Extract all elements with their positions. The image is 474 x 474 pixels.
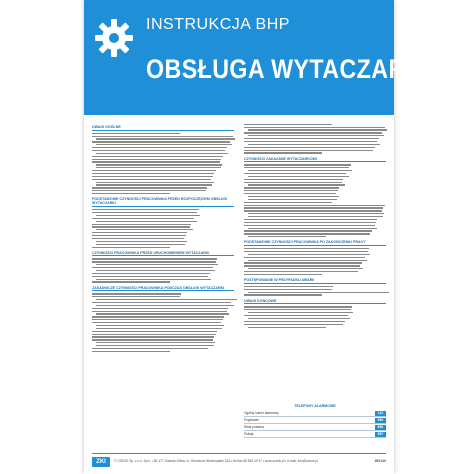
section-body (92, 209, 234, 248)
text-line (96, 244, 185, 245)
text-line (244, 138, 379, 139)
text-line (244, 179, 343, 180)
text-line (92, 273, 210, 274)
text-line (244, 210, 382, 211)
text-line (92, 302, 231, 303)
phone-row (244, 424, 386, 431)
text-line (248, 228, 377, 229)
text-line (248, 260, 367, 261)
text-line (96, 215, 200, 216)
section-heading: CZYNNOŚCI ZAKAZANE WYTACZARKOWI (244, 157, 386, 163)
section-heading: PODSTAWOWE CZYNNOŚCI PRACOWNIKA PO ZAKOŃCZENIU PRACY (244, 240, 386, 246)
section-heading: UWAGI KOŃCOWE (244, 299, 386, 305)
poster-kicker: INSTRUKCJA BHP (146, 16, 290, 33)
text-line (248, 312, 353, 313)
text-line (92, 339, 213, 340)
text-line (244, 182, 342, 183)
text-line (96, 167, 221, 168)
poster-header (84, 0, 430, 115)
text-line (248, 196, 339, 197)
text-line (92, 261, 216, 262)
text-line (96, 342, 215, 343)
text-line (244, 306, 352, 307)
section-body (92, 293, 234, 352)
text-line (92, 156, 223, 157)
section-heading: PODSTAWOWE CZYNNOŚCI PRACOWNIKA PRZED ROZPOCZĘCIEM OBSŁUGI WYTACZARKI (92, 197, 234, 207)
text-line (96, 229, 193, 230)
text-line (92, 173, 214, 174)
instruction-poster (84, 0, 430, 474)
text-line (92, 296, 180, 297)
text-line (248, 292, 389, 293)
publisher-info: © OZEOK Sp. z o.o. Sp.k. • 80-177 Gdańsk-Oliwa, ul. Obrońców Westerplatte 32A • tel./fax 58 554 49 37 • www.ozeok.pl • e-mail: info@ozeok.pl (114, 459, 318, 463)
phone-number: 999 (375, 418, 386, 423)
text-line (244, 289, 332, 290)
text-line (244, 225, 375, 226)
text-line (244, 205, 385, 206)
text-line (96, 221, 197, 222)
text-line (92, 226, 190, 227)
text-line (92, 308, 228, 309)
text-line (248, 170, 352, 171)
text-line (248, 129, 387, 130)
text-line (92, 147, 227, 148)
text-line (248, 216, 383, 217)
text-line (96, 144, 232, 145)
text-line (96, 305, 234, 306)
text-line (96, 299, 237, 300)
text-line (92, 311, 227, 312)
text-line (244, 230, 372, 231)
phone-label: Straż pożarna (244, 425, 264, 429)
text-line (92, 351, 170, 352)
phone-label: Ogólny numer alarmowy (244, 411, 279, 415)
text-line (248, 327, 326, 328)
text-line (96, 279, 211, 280)
phone-row (244, 431, 386, 438)
section-heading: POSTĘPOWANIE W PRZYPADKU AWARII (244, 278, 386, 284)
text-line (244, 141, 377, 142)
section-body (244, 124, 386, 154)
phone-row (244, 410, 386, 417)
text-line (244, 127, 385, 128)
text-line (244, 150, 373, 151)
text-line (92, 190, 206, 191)
text-line (248, 144, 380, 145)
text-line (244, 286, 333, 287)
phone-number: 998 (375, 425, 386, 430)
text-line (96, 184, 212, 185)
section-body (244, 248, 386, 275)
text-line (244, 202, 332, 203)
text-line (92, 212, 197, 213)
text-line (244, 219, 377, 220)
text-line (248, 199, 337, 200)
text-line (244, 132, 382, 133)
text-line (96, 182, 214, 183)
text-line (244, 251, 368, 252)
text-line (96, 264, 218, 265)
text-line (92, 336, 214, 337)
text-line (96, 328, 222, 329)
text-line (92, 316, 224, 317)
left-column (92, 122, 234, 447)
text-line (96, 325, 224, 326)
text-line (244, 271, 358, 272)
text-line (92, 238, 184, 239)
text-line (92, 267, 213, 268)
section-heading: ZASADNICZE CZYNNOŚCI PRACOWNIKA PODCZAS OBSŁUGI WYTACZARKI (92, 286, 234, 292)
section-body (92, 258, 234, 282)
text-line (96, 270, 215, 271)
text-line (248, 236, 326, 237)
text-line (92, 232, 187, 233)
text-line (96, 164, 222, 165)
text-line (96, 345, 214, 346)
text-line (92, 133, 180, 134)
text-line (92, 224, 191, 225)
text-line (92, 170, 216, 171)
text-line (96, 313, 229, 314)
section-heading: UWAGI OGÓLNE (92, 125, 234, 131)
text-line (96, 153, 228, 154)
text-line (244, 233, 370, 234)
text-line (92, 209, 199, 210)
text-line (96, 138, 235, 139)
text-line (244, 324, 343, 325)
product-code: INS140 (374, 459, 386, 463)
text-line (92, 258, 217, 259)
text-line (244, 152, 322, 153)
gear-icon (94, 18, 134, 58)
text-line (92, 193, 170, 194)
text-line (92, 281, 170, 282)
text-line (248, 135, 384, 136)
text-line (92, 187, 207, 188)
text-line (92, 334, 216, 335)
text-line (244, 164, 351, 165)
text-line (244, 167, 349, 168)
text-line (248, 213, 384, 214)
text-line (248, 254, 370, 255)
text-line (92, 218, 194, 219)
section-heading: CZYNNOŚCI PRACOWNIKA PRZED URUCHOMIENIEM WYTACZARKI (92, 251, 234, 257)
text-line (92, 136, 233, 137)
text-line (244, 262, 362, 263)
poster-footer (84, 449, 394, 474)
text-line (244, 193, 336, 194)
text-line (92, 319, 223, 320)
text-line (92, 276, 208, 277)
text-line (92, 141, 230, 142)
text-line (92, 161, 220, 162)
phone-row (244, 417, 386, 424)
section-body (244, 306, 386, 327)
text-line (248, 176, 349, 177)
phone-label: Policja (244, 432, 254, 436)
text-line (244, 147, 375, 148)
text-line (244, 222, 376, 223)
phone-label: Pogotowie (244, 418, 259, 422)
footer-divider (92, 453, 386, 454)
text-line (244, 274, 322, 275)
text-line (244, 257, 365, 258)
text-line (244, 309, 351, 310)
text-line (92, 235, 186, 236)
text-line (92, 322, 221, 323)
text-line (92, 293, 181, 294)
text-line (92, 348, 208, 349)
emergency-phones (244, 404, 386, 444)
text-line (92, 150, 225, 151)
phones-title: TELEFONY ALARMOWE (294, 404, 336, 408)
phone-number: 112 (375, 411, 386, 416)
text-line (96, 241, 187, 242)
text-line (92, 247, 170, 248)
right-column (244, 122, 386, 447)
phone-number: 997 (375, 432, 386, 437)
publisher-logo: ZKI (92, 457, 110, 467)
text-line (92, 331, 217, 332)
section-body (244, 164, 386, 237)
text-line (248, 268, 363, 269)
text-line (244, 207, 383, 208)
text-line (244, 294, 322, 295)
section-body (92, 133, 234, 195)
text-line (92, 159, 221, 160)
text-line (244, 124, 332, 125)
text-line (244, 315, 348, 316)
text-line (244, 321, 345, 322)
text-line (92, 179, 211, 180)
text-line (92, 176, 213, 177)
text-line (244, 265, 360, 266)
text-line (244, 187, 339, 188)
section-body (244, 286, 386, 296)
text-line (248, 184, 345, 185)
text-line (248, 318, 350, 319)
poster-title: OBSŁUGA WYTACZARKI (146, 54, 430, 84)
text-line (244, 248, 369, 249)
poster-content (92, 122, 386, 447)
text-line (244, 190, 338, 191)
text-line (244, 173, 346, 174)
